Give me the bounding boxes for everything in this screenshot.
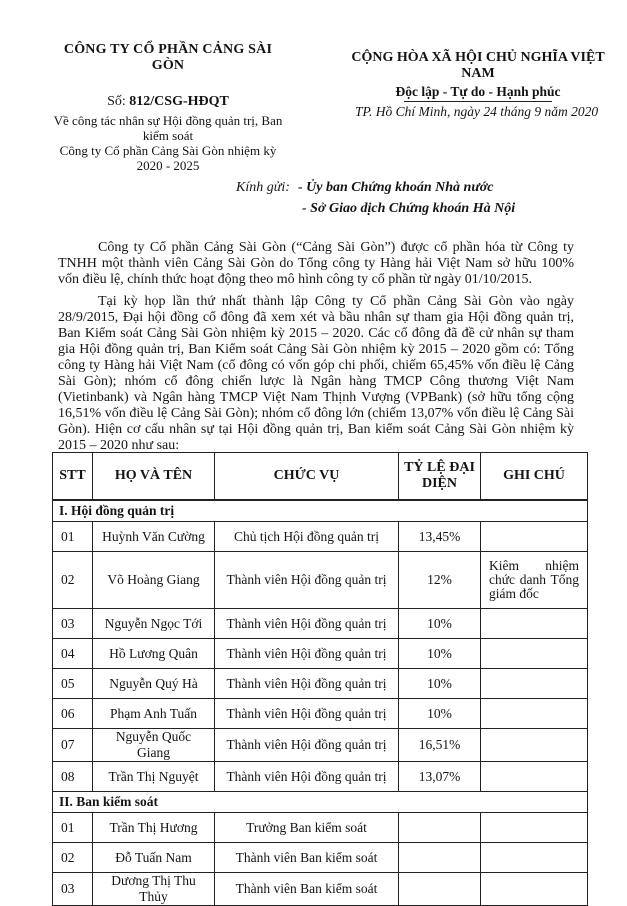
- motto: Độc lập - Tự do - Hạnh phúc: [395, 84, 561, 99]
- table-row: [53, 639, 588, 669]
- cell-name: Đỗ Tuấn Nam: [93, 843, 215, 873]
- table-row: [53, 699, 588, 729]
- cell-note: [481, 762, 588, 792]
- cell-name: Trần Thị Nguyệt: [93, 762, 215, 792]
- table-header-row: [53, 453, 588, 501]
- cell-stt: 07: [53, 729, 93, 762]
- subject-line-2: Công ty Cổ phần Cảng Sài Gòn nhiệm kỳ 2020 - 2025: [59, 143, 277, 173]
- place-date: TP. Hồ Chí Minh, ngày 24 tháng 9 năm 2020: [355, 104, 599, 119]
- recipient-2: - Sở Giao dịch Chứng khoán Hà Nội: [302, 201, 516, 216]
- cell-note: [481, 522, 588, 552]
- cell-note: [481, 699, 588, 729]
- section-title: II. Ban kiểm soát: [53, 792, 588, 813]
- letterhead-left: [48, 42, 288, 173]
- cell-position: Thành viên Hội đồng quản trị: [215, 699, 399, 729]
- cell-name: Nguyễn Quý Hà: [93, 669, 215, 699]
- cell-note: [481, 639, 588, 669]
- letterhead-right: [338, 50, 618, 102]
- cell-ratio: 10%: [399, 669, 481, 699]
- table-row: [53, 813, 588, 843]
- cell-note: [481, 729, 588, 762]
- cell-name: Nguyễn Ngọc Tới: [93, 609, 215, 639]
- cell-stt: 03: [53, 873, 93, 906]
- header-ratio: TỶ LỆ ĐẠI DIỆN: [399, 453, 481, 501]
- cell-note: [481, 813, 588, 843]
- table-body: [53, 500, 588, 906]
- cell-name: Trần Thị Hương: [93, 813, 215, 843]
- doc-no-label: Số:: [107, 94, 126, 109]
- cell-position: Thành viên Hội đồng quản trị: [215, 669, 399, 699]
- cell-name: Huỳnh Văn Cường: [93, 522, 215, 552]
- cell-ratio: 13,07%: [399, 762, 481, 792]
- doc-no-value: 812/CSG-HĐQT: [129, 94, 229, 109]
- cell-stt: 02: [53, 552, 93, 609]
- cell-note: [481, 843, 588, 873]
- recipients-block: [236, 180, 515, 217]
- table-row: [53, 522, 588, 552]
- body-paragraph-1: Công ty Cổ phần Cảng Sài Gòn (“Cảng Sài Gòn”) được cổ phần hóa từ Công ty TNHH một thành viên Cảng Sài Gòn do Tổng công ty Hàng hải Việt Nam sở hữu 100% vốn điều lệ, chính thức hoạt động theo mô hình công ty cổ phần từ ngày 01/10/2015.: [58, 240, 574, 287]
- nation-title: CỘNG HÒA XÃ HỘI CHỦ NGHĨA VIỆT NAM: [351, 50, 605, 81]
- cell-position: Thành viên Ban kiểm soát: [215, 843, 399, 873]
- section-row-supervisory: [53, 792, 588, 813]
- cell-ratio: 10%: [399, 639, 481, 669]
- cell-ratio: 13,45%: [399, 522, 481, 552]
- table-row: [53, 762, 588, 792]
- personnel-table: [52, 452, 588, 906]
- recipients-label: Kính gửi:: [236, 180, 290, 195]
- header-name: HỌ VÀ TÊN: [93, 453, 215, 501]
- cell-position: Thành viên Ban kiểm soát: [215, 873, 399, 906]
- cell-ratio: 10%: [399, 699, 481, 729]
- cell-position: Thành viên Hội đồng quản trị: [215, 609, 399, 639]
- cell-note: [481, 873, 588, 906]
- table-row: [53, 873, 588, 906]
- company-name: CÔNG TY CỔ PHẦN CẢNG SÀI GÒN: [63, 42, 273, 73]
- cell-ratio: [399, 813, 481, 843]
- table-row: [53, 843, 588, 873]
- cell-note: Kiêm nhiệm chức danh Tổng giám đốc: [481, 552, 588, 609]
- header-stt: STT: [53, 453, 93, 501]
- cell-stt: 01: [53, 813, 93, 843]
- cell-position: Thành viên Hội đồng quản trị: [215, 552, 399, 609]
- cell-stt: 01: [53, 522, 93, 552]
- header-note: GHI CHÚ: [481, 453, 588, 501]
- cell-name: Nguyễn Quốc Giang: [93, 729, 215, 762]
- cell-position: Trưởng Ban kiểm soát: [215, 813, 399, 843]
- letter-body: [58, 240, 574, 460]
- cell-position: Thành viên Hội đồng quản trị: [215, 729, 399, 762]
- table-row: [53, 669, 588, 699]
- table-row: [53, 729, 588, 762]
- cell-stt: 05: [53, 669, 93, 699]
- cell-stt: 06: [53, 699, 93, 729]
- cell-stt: 03: [53, 609, 93, 639]
- cell-name: Hồ Lương Quân: [93, 639, 215, 669]
- table-row: [53, 609, 588, 639]
- cell-ratio: 16,51%: [399, 729, 481, 762]
- cell-position: Thành viên Hội đồng quản trị: [215, 762, 399, 792]
- cell-position: Chủ tịch Hội đồng quản trị: [215, 522, 399, 552]
- cell-ratio: 12%: [399, 552, 481, 609]
- cell-ratio: [399, 843, 481, 873]
- cell-ratio: 10%: [399, 609, 481, 639]
- recipient-1: - Ủy ban Chứng khoán Nhà nước: [298, 180, 494, 195]
- body-paragraph-2: Tại kỳ họp lần thứ nhất thành lập Công ty Cổ phần Cảng Sài Gòn vào ngày 28/9/2015, Đại hội đồng cổ đông đã xem xét và bầu nhân sự tham gia Hội đồng quản trị, Ban Kiểm soát Cảng Sài Gòn nhiệm kỳ 2015 – 2020. Các cổ đông đã đề cử nhân sự tham gia Hội đồng quản trị, Ban Kiểm soát Cảng Sài Gòn nhiệm kỳ 2015 – 2020 gồm có: Tổng công ty Hàng hải Việt Nam (cổ đông có vốn góp chi phối, chiếm 65,45% vốn điều lệ Cảng Sài Gòn); nhóm cổ đông chiến lược là Ngân hàng TMCP Công thương Việt Nam (Vietinbank) và Ngân hàng TMCP Việt Nam Thịnh Vượng (VPBank) (sở hữu tổng cộng 16,51% vốn điều lệ Cảng Sài Gòn); nhóm cổ đông lớn (chiếm 13,07% vốn điều lệ Cảng Sài Gòn). Hiện cơ cấu nhân sự tại Hội đồng quản trị, Ban kiểm soát Cảng Sài Gòn nhiệm kỳ 2015 – 2020 như sau:: [58, 294, 574, 453]
- subject-line-1: Về công tác nhân sự Hội đồng quản trị, Ban kiểm soát: [53, 113, 283, 143]
- cell-name: Dương Thị Thu Thủy: [93, 873, 215, 906]
- cell-stt: 02: [53, 843, 93, 873]
- cell-name: Phạm Anh Tuấn: [93, 699, 215, 729]
- cell-position: Thành viên Hội đồng quản trị: [215, 639, 399, 669]
- cell-note: [481, 609, 588, 639]
- header-position: CHỨC VỤ: [215, 453, 399, 501]
- motto-underline: [404, 101, 552, 102]
- section-title: I. Hội đồng quản trị: [53, 500, 588, 522]
- cell-name: Võ Hoàng Giang: [93, 552, 215, 609]
- cell-ratio: [399, 873, 481, 906]
- document-number: [48, 94, 288, 110]
- cell-stt: 04: [53, 639, 93, 669]
- table-row: [53, 552, 588, 609]
- cell-note: [481, 669, 588, 699]
- section-row-board: [53, 500, 588, 522]
- cell-stt: 08: [53, 762, 93, 792]
